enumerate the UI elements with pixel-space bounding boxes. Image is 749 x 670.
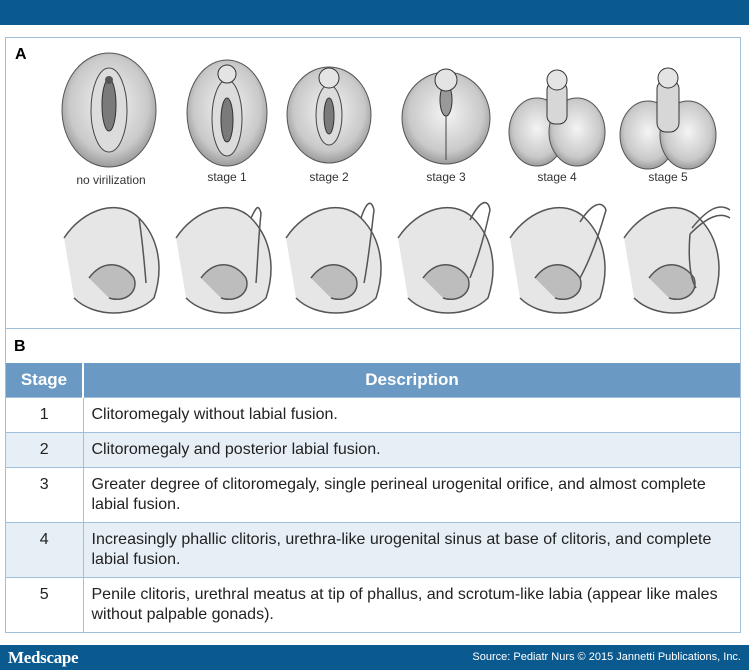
table-row	[6, 523, 740, 578]
section-stage-2	[286, 203, 381, 313]
row-description: Penile clitoris, urethral meatus at tip of phallus, and scrotum-like labia (appear like males without palpable gonads).	[83, 578, 740, 633]
section-stage-1	[176, 208, 271, 313]
table-header-row	[6, 363, 740, 398]
header-description: Description	[83, 363, 740, 398]
caption-no-virilization: no virilization	[76, 173, 146, 187]
section-stage-3	[398, 203, 493, 313]
figure-no-virilization	[62, 53, 156, 167]
panel-a-label: A	[15, 46, 27, 63]
panel-a	[6, 38, 740, 329]
row-stage: 4	[6, 523, 83, 578]
header-stage: Stage	[6, 363, 83, 398]
panel-b-label: B	[14, 338, 26, 355]
figure-stage-3	[402, 69, 490, 164]
table-row	[6, 433, 740, 468]
row-description: Increasingly phallic clitoris, urethra-like urogenital sinus at base of clitoris, and complete labial fusion.	[83, 523, 740, 578]
row-stage: 1	[6, 398, 83, 433]
sagittal-sections	[64, 203, 730, 313]
table-row	[6, 578, 740, 633]
table-row	[6, 398, 740, 433]
row-description: Clitoromegaly without labial fusion.	[83, 398, 740, 433]
section-stage-4	[510, 204, 606, 313]
caption-stage-1: stage 1	[207, 170, 247, 184]
medscape-logo: Medscape	[8, 648, 79, 667]
row-stage: 3	[6, 468, 83, 523]
figure-stage-5	[620, 68, 716, 169]
stage-table	[6, 363, 740, 632]
section-stage-5	[624, 207, 730, 313]
top-bar	[0, 0, 749, 25]
row-stage: 2	[6, 433, 83, 468]
table-row	[6, 468, 740, 523]
row-description: Greater degree of clitoromegaly, single perineal urogenital orifice, and almost complete labial fusion.	[83, 468, 740, 523]
caption-stage-5: stage 5	[648, 170, 688, 184]
figure-frame	[5, 37, 741, 633]
figure-stage-1	[187, 60, 267, 166]
source-credit: Source: Pediatr Nurs © 2015 Jannetti Publications, Inc.	[472, 651, 741, 663]
caption-stage-3: stage 3	[426, 170, 466, 184]
figure-stage-2	[287, 67, 371, 163]
row-description: Clitoromegaly and posterior labial fusion.	[83, 433, 740, 468]
caption-stage-4: stage 4	[537, 170, 577, 184]
row-stage: 5	[6, 578, 83, 633]
figure-stage-4	[509, 70, 605, 166]
caption-stage-2: stage 2	[309, 170, 349, 184]
footer-bar	[0, 645, 749, 670]
section-no-virilization	[64, 208, 159, 313]
